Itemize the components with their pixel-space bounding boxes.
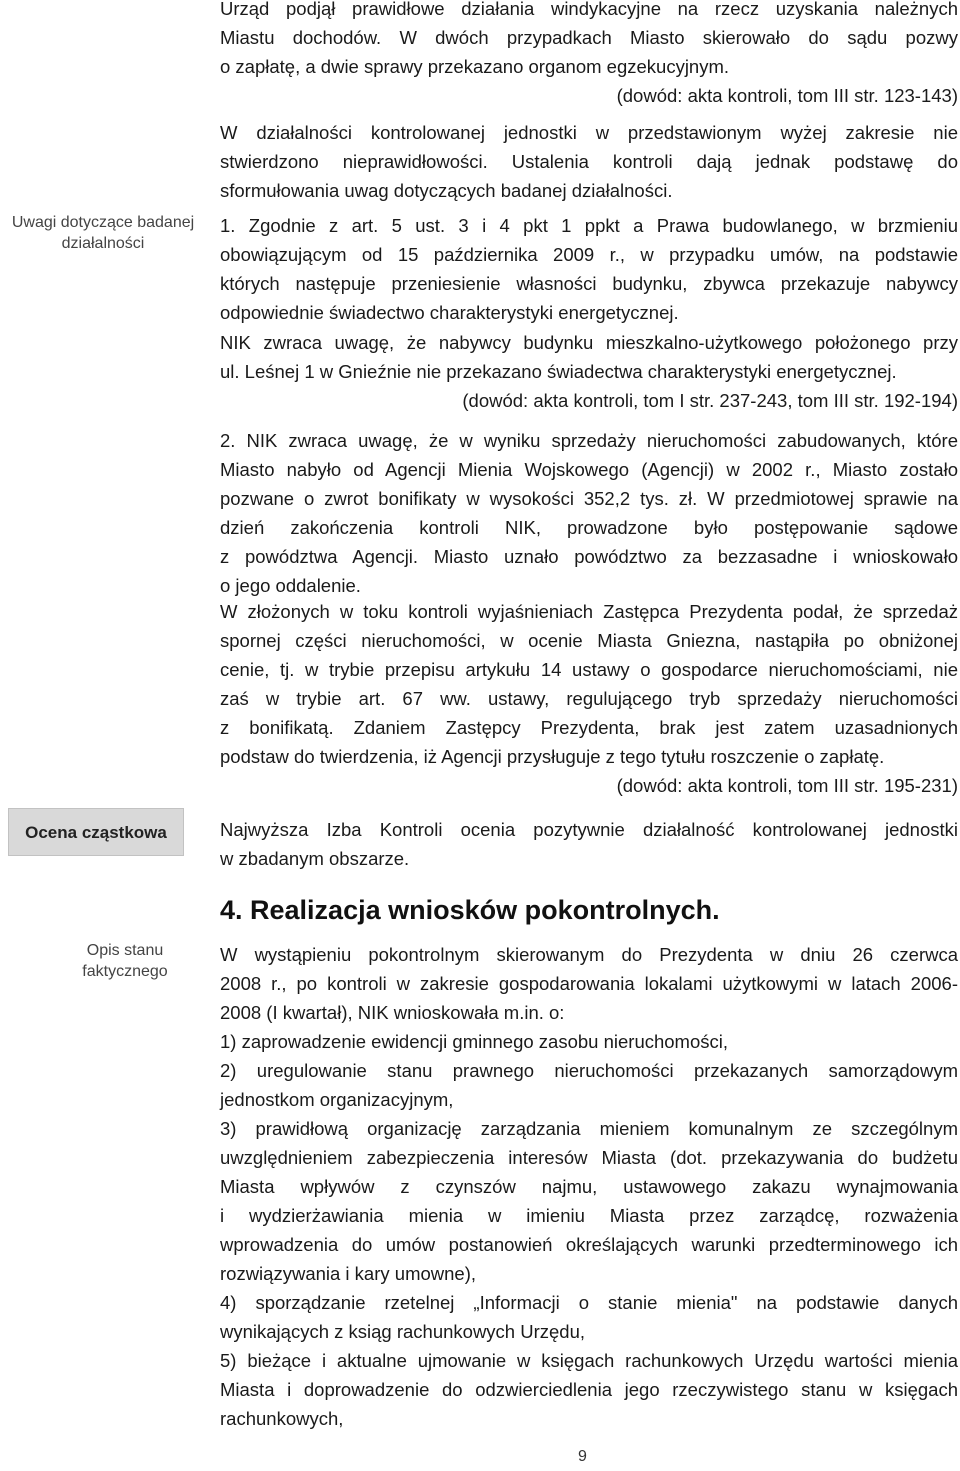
paragraph-uwaga-1	[220, 211, 958, 327]
list-item: wynikających z ksiąg rachunkowych Urzędu,	[220, 1321, 586, 1342]
text-line: w zbadanym obszarze.	[220, 848, 410, 869]
text-line: zaś w trybie art. 67 ww. ustawy, regulującego tryb sprzedaży nieruchomości	[220, 688, 958, 709]
margin-box-ocena: Ocena cząstkowa	[8, 808, 184, 856]
list-item: rozwiązywania i kary umowne),	[220, 1263, 477, 1284]
text-line: ul. Leśnej 1 w Gnieźnie nie przekazano świadectwa charakterystyki energetycznej.	[220, 361, 897, 382]
text-line: W złożonych w toku kontroli wyjaśnieniach Zastępca Prezydenta podał, że sprzedaż	[220, 601, 958, 622]
text-line: 1. Zgodnie z art. 5 ust. 3 i 4 pkt 1 ppkt a Prawa budowlanego, w brzmieniu	[220, 215, 958, 236]
list-item: i wydzierżawiania mienia w imieniu Miasta przez zarządcę, rozważenia	[220, 1205, 958, 1226]
text-line: sformułowania uwag dotyczących badanej działalności.	[220, 180, 673, 201]
evidence-reference: (dowód: akta kontroli, tom I str. 237-243, tom III str. 192-194)	[462, 390, 958, 411]
text-line: z powództwa Agencji. Miasto uznało powództwo za bezzasadne i wnioskowało	[220, 546, 958, 567]
list-item: 5) bieżące i aktualne ujmowanie w księgach rachunkowych Urzędu wartości mienia	[220, 1350, 958, 1371]
text-line: 2008 (I kwartał), NIK wnioskowała m.in. o:	[220, 1002, 565, 1023]
list-item: 1) zaprowadzenie ewidencji gminnego zasobu nieruchomości,	[220, 1031, 729, 1052]
text-line: Urząd podjął prawidłowe działania windykacyjne na rzecz uzyskania należnych	[220, 0, 958, 19]
text-line: Miastu dochodów. W dwóch przypadkach Miasto skierowało do sądu pozwy	[220, 27, 958, 48]
text-line: cenie, tj. w trybie przepisu artykułu 14 ustawy o gospodarce nieruchomościami, nie	[220, 659, 958, 680]
evidence-reference: (dowód: akta kontroli, tom III str. 123-143)	[616, 85, 958, 106]
text-line: 2008 r., po kontroli w zakresie gospodarowania lokalami użytkowymi w latach 2006-	[220, 973, 958, 994]
margin-note-uwagi: Uwagi dotyczące badanej działalności	[11, 214, 195, 252]
list-item: 4) sporządzanie rzetelnej „Informacji o stanie mienia" na podstawie danych	[220, 1292, 958, 1313]
list-item: Miasta i doprowadzenie do odzwierciedlenia jego rzeczywistego stanu w księgach	[220, 1379, 958, 1400]
list-item: Miasta wpływów z czynszów najmu, ustawowego zakazu wynajmowania	[220, 1176, 958, 1197]
text-line: NIK zwraca uwagę, że nabywcy budynku mieszkalno-użytkowego położonego przy	[220, 332, 958, 353]
text-line: Miasto nabyło od Agencji Mienia Wojskowego (Agencji) w 2002 r., Miasto zostało	[220, 459, 958, 480]
page-number: 9	[578, 1448, 587, 1465]
paragraph-nik-energetyka	[220, 328, 958, 415]
list-item: rachunkowych,	[220, 1408, 344, 1429]
text-line: obowiązującym od 15 października 2009 r., w przypadku umów, na podstawie	[220, 244, 958, 265]
margin-note-opis: Opis stanu faktycznego	[82, 942, 168, 980]
text-line: podstaw do twierdzenia, iż Agencji przysługuje z tego tytułu roszczenie o zapłatę.	[220, 746, 885, 767]
list-item: wprowadzenia do umów postanowień określających warunki przedterminowego ich	[220, 1234, 958, 1255]
paragraph-nieprawidlowosci	[220, 118, 958, 205]
paragraph-uwaga-2	[220, 426, 958, 600]
text-line: W działalności kontrolowanej jednostki w przedstawionym wyżej zakresie nie	[220, 122, 958, 143]
paragraph-windykacja	[220, 0, 958, 110]
text-line: których następuje przeniesienie własności budynku, zbywca przekazuje nabywcy	[220, 273, 958, 294]
list-item: uwzględnieniem zabezpieczenia interesów Miasta (dot. przekazywania do budżetu	[220, 1147, 958, 1168]
text-line: o zapłatę, a dwie sprawy przekazano organom egzekucyjnym.	[220, 56, 730, 77]
text-line: o jego oddalenie.	[220, 575, 361, 596]
paragraph-wyjasnienia	[220, 597, 958, 800]
text-line: spornej części nieruchomości, w ocenie Miasta Gniezna, nastąpiła po obniżonej	[220, 630, 958, 651]
text-line: odpowiednie świadectwo charakterystyki energetycznej.	[220, 302, 679, 323]
evidence-reference: (dowód: akta kontroli, tom III str. 195-231)	[616, 775, 958, 796]
paragraph-wnioski	[220, 940, 958, 1433]
text-line: stwierdzono nieprawidłowości. Ustalenia kontroli dają jednak podstawę do	[220, 151, 958, 172]
text-line: 2. NIK zwraca uwagę, że w wyniku sprzedaży nieruchomości zabudowanych, które	[220, 430, 958, 451]
section-heading: 4. Realizacja wniosków pokontrolnych.	[220, 895, 720, 925]
text-line: W wystąpieniu pokontrolnym skierowanym do Prezydenta w dniu 26 czerwca	[220, 944, 958, 965]
text-line: dzień zakończenia kontroli NIK, prowadzone było postępowanie sądowe	[220, 517, 958, 538]
list-item: 3) prawidłową organizację zarządzania mieniem komunalnym ze szczególnym	[220, 1118, 958, 1139]
list-item: 2) uregulowanie stanu prawnego nieruchomości przekazanych samorządowym	[220, 1060, 958, 1081]
text-line: z bonifikatą. Zdaniem Zastępcy Prezydenta, brak jest zatem uzasadnionych	[220, 717, 958, 738]
text-line: Najwyższa Izba Kontroli ocenia pozytywnie działalność kontrolowanej jednostki	[220, 819, 958, 840]
paragraph-ocena	[220, 815, 958, 873]
text-line: pozwane o zwrot bonifikaty w wysokości 352,2 tys. zł. W przedmiotowej sprawie na	[220, 488, 958, 509]
list-item: jednostkom organizacyjnym,	[220, 1089, 454, 1110]
